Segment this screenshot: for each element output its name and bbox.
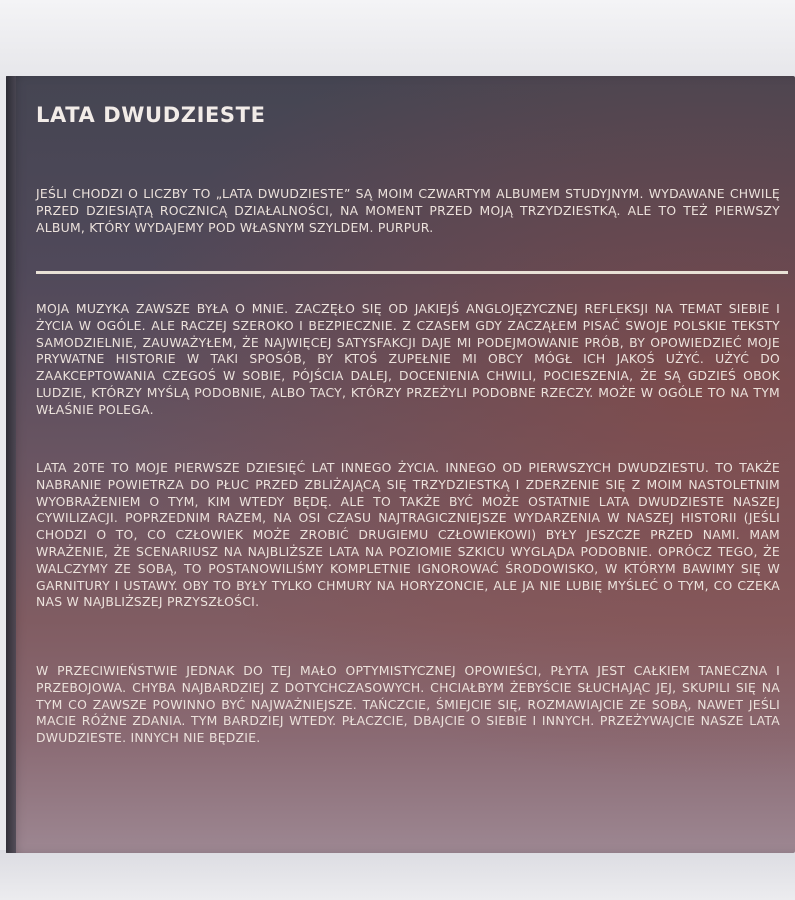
divider-line [36,271,788,274]
background-top [0,0,795,80]
background-bottom [0,850,795,900]
paragraph-1: MOJA MUZYKA ZAWSZE BYŁA O MNIE. ZACZĘŁO SIĘ OD JAKIEJŚ ANGLOJĘZYCZNEJ REFLEKSJI NA TEMAT SIEBIE I ŻYCIA W OGÓLE. ALE RACZEJ SZEROKO I BEZPIECZNIE. Z CZASEM GDY ZACZĄŁEM PISAĆ SWOJE POLSKIE TEKSTY SAMODZIELNIE, ZAUWAŻYŁEM, ŻE NAJWIĘCEJ SATYSFAKCJI DAJE MI PODEJMOWANIE PRÓB, BY OPOWIEDZIEĆ MOJE PRYWATNE HISTORIE W TAKI SPOSÓB, BY KTOŚ ZUPEŁNIE MI OBCY MÓGŁ ICH JAKOŚ UŻYĆ. UŻYĆ DO ZAAKCEPTOWANIA CZEGOŚ W SOBIE, PÓJŚCIA DALEJ, DOCENIENIA CHWILI, POCIESZENIA, ŻE SĄ GDZIEŚ OBOK LUDZIE, KTÓRZY MYŚLĄ PODOBNIE, ALBO TACY, KTÓRZY PRZEŻYLI PODOBNE RZECZY. MOŻE W OGÓLE TO NA TYM WŁAŚNIE POLEGA. [36,301,780,417]
booklet-spine [6,76,16,853]
booklet-page [6,76,795,853]
paragraph-2: LATA 20TE TO MOJE PIERWSZE DZIESIĘĆ LAT INNEGO ŻYCIA. INNEGO OD PIERWSZYCH DWUDZIESTU. TO TAKŻE NABRANIE POWIETRZA DO PŁUC PRZED ZBLIŻAJĄCĄ SIĘ TRZYDZIESTKĄ I ZDERZENIE SIĘ Z MOIM NASTOLETNIM WYOBRAŻENIEM O TYM, KIM WTEDY BĘDĘ. ALE TO TAKŻE BYĆ MOŻE OSTATNIE LATA DWUDZIESTE NASZEJ CYWILIZACJI. POPRZEDNIM RAZEM, NA OSI CZASU NAJTRAGICZNIEJSZE WYDARZENIA W NASZEJ HISTORII (JEŚLI CHODZI O TO, CO CZŁOWIEK MOŻE ZROBIĆ DRUGIEMU CZŁOWIEKOWI) BYŁY JESZCZE PRZED NAMI. MAM WRAŻENIE, ŻE SCENARIUSZ NA NAJBLIŻSZE LATA NA POZIOMIE SZKICU WYGLĄDA PODOBNIE. OPRÓCZ TEGO, ŻE WALCZYMY ZE SOBĄ, TO POSTANOWILIŚMY KOMPLETNIE IGNOROWAĆ ŚRODOWISKO, W KTÓRYM BAWIMY SIĘ W GARNITURY I USTAWY. OBY TO BYŁY TYLKO CHMURY NA HORYZONCIE, ALE JA NIE LUBIĘ MYŚLEĆ O TYM, CO CZEKA NAS W NAJBLIŻSZEJ PRZYSZŁOŚCI. [36,460,780,610]
paragraph-3: W PRZECIWIEŃSTWIE JEDNAK DO TEJ MAŁO OPTYMISTYCZNEJ OPOWIEŚCI, PŁYTA JEST CAŁKIEM TANECZNA I PRZEBOJOWA. CHYBA NAJBARDZIEJ Z DOTYCHCZASOWYCH. CHCIAŁBYM ŻEBYŚCIE SŁUCHAJĄC JEJ, SKUPILI SIĘ NA TYM CO ZAWSZE POWINNO BYĆ NAJWAŻNIEJSZE. TAŃCZCIE, ŚMIEJCIE SIĘ, ROZMAWIAJCIE ZE SOBĄ, NAWET JEŚLI MACIE RÓŻNE ZDANIA. TYM BARDZIEJ WTEDY. PŁACZCIE, DBAJCIE O SIEBIE I INNYCH. PRZEŻYWAJCIE NASZE LATA DWUDZIESTE. INNYCH NIE BĘDZIE. [36,663,780,746]
page-title: LATA DWUDZIESTE [36,103,266,127]
intro-paragraph: JEŚLI CHODZI O LICZBY TO „LATA DWUDZIESTE” SĄ MOIM CZWARTYM ALBUMEM STUDYJNYM. WYDAWANE CHWILĘ PRZED DZIESIĄTĄ ROCZNICĄ DZIAŁALNOŚCI, NA MOMENT PRZED MOJĄ TRZYDZIESTKĄ. ALE TO TEŻ PIERWSZY ALBUM, KTÓRY WYDAJEMY POD WŁASNYM SZYLDEM. PURPUR. [36,186,780,235]
